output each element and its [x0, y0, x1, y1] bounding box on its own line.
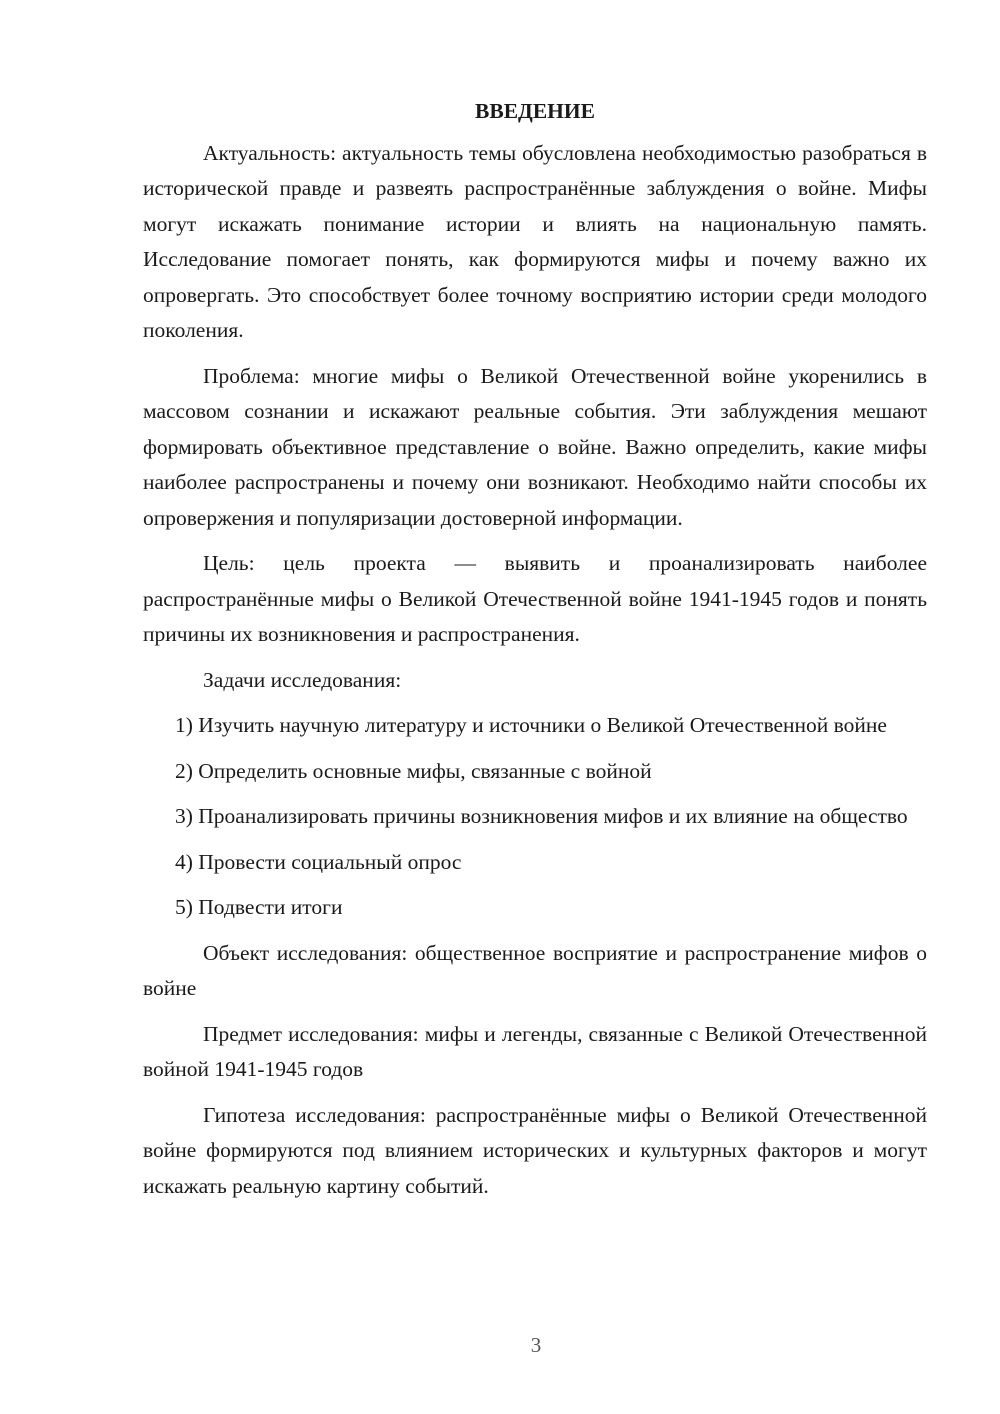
- page-number: 3: [530, 1333, 542, 1357]
- task-item: 4) Провести социальный опрос: [175, 849, 462, 874]
- paragraph-relevance: Актуальность: актуальность темы обусловлена необходимостью разобраться в исторической правде и развеять распространённые заблуждения о войне. Мифы могут искажать понимание истории и влиять на национальную память. Исследование помогает понять, как формируются мифы и почему важно их опровергать. Это способствует более точному восприятию истории среди молодого поколения.: [143, 140, 927, 342]
- paragraph-object: Объект исследования: общественное восприятие и распространение мифов о войне: [143, 940, 927, 1000]
- task-item: 2) Определить основные мифы, связанные с войной: [175, 758, 652, 783]
- section-title: ВВЕДЕНИЕ: [475, 99, 595, 123]
- paragraph-hypothesis: Гипотеза исследования: распространённые мифы о Великой Отечественной войне формируются под влиянием исторических и культурных факторов и могут искажать реальную картину событий.: [143, 1102, 927, 1198]
- paragraph-subject: Предмет исследования: мифы и легенды, связанные с Великой Отечественной войной 1941-1945 годов: [143, 1021, 927, 1081]
- task-item: 3) Проанализировать причины возникновения мифов и их влияние на общество: [175, 804, 908, 828]
- paragraph-problem: Проблема: многие мифы о Великой Отечественной войне укоренились в массовом сознании и искажают реальные события. Эти заблуждения мешают формировать объективное представление о войне. Важно определить, какие мифы наиболее распространены и почему они возникают. Необходимо найти способы их опровержения и популяризации достоверной информации.: [143, 363, 927, 530]
- paragraph-goal: Цель: цель проекта — выявить и проанализировать наиболее распространённые мифы о Великой Отечественной войне 1941-1945 годов и понять причины их возникновения и распространения.: [143, 551, 927, 646]
- task-item: 1) Изучить научную литературу и источники о Великой Отечественной войне: [175, 713, 887, 737]
- tasks-heading: Задачи исследования:: [203, 667, 402, 692]
- document-page: [143, 94, 927, 1214]
- task-item: 5) Подвести итоги: [175, 895, 343, 919]
